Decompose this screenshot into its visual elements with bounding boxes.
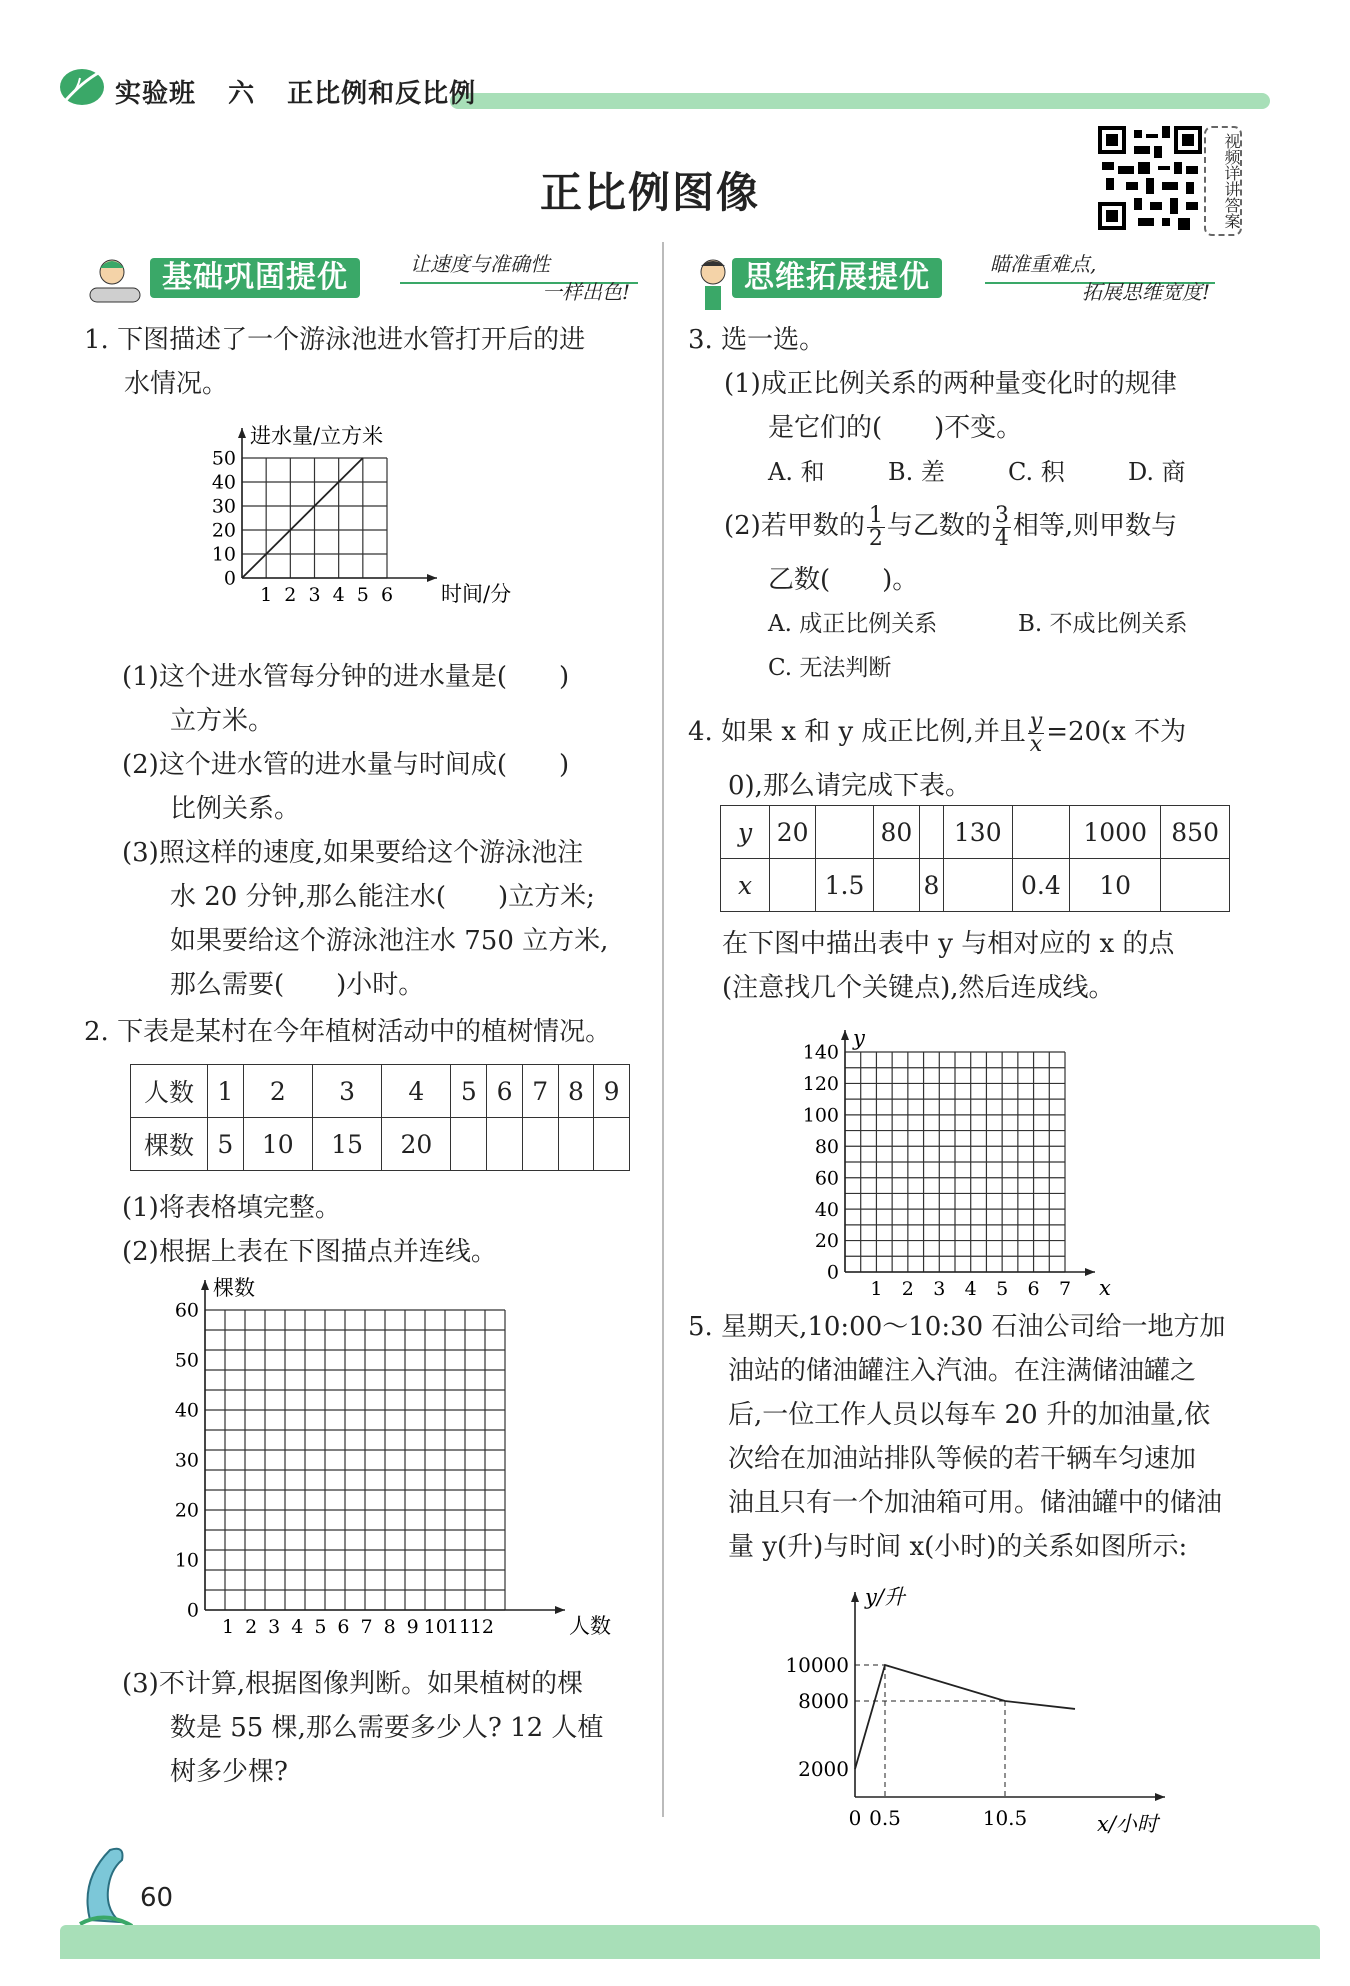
x-tick-label: 5 <box>356 584 369 606</box>
table-cell[interactable] <box>558 1118 594 1171</box>
frac-denominator: 2 <box>868 525 883 551</box>
y-tick-label: 100 <box>802 1104 839 1127</box>
table-cell[interactable] <box>487 1118 523 1171</box>
question-3 <box>688 318 1248 690</box>
y-axis-arrow <box>201 1280 209 1290</box>
header-bar <box>450 93 1270 109</box>
y-tick-label: 80 <box>814 1135 839 1158</box>
q3-option-b: B. 不成比例关系 <box>1018 611 1188 637</box>
x-tick-label: 1 <box>260 584 273 606</box>
x-tick-label: 2 <box>284 584 297 606</box>
x-tick-label: 1 <box>870 1278 883 1300</box>
x-tick-label: 0.5 <box>869 1806 901 1830</box>
question-1 <box>84 318 644 406</box>
q5-line1: 5. 星期天,10:00～10:30 石油公司给一地方加 <box>688 1312 1226 1342</box>
y-tick-label: 10 <box>211 543 236 566</box>
q2-part1: (1)将表格填完整。 <box>122 1193 341 1223</box>
x-tick-label: 11 <box>446 1616 471 1638</box>
fraction-half <box>867 502 885 551</box>
table-cell[interactable] <box>522 1118 558 1171</box>
series-line <box>855 1665 1075 1769</box>
q1-part3-line4: 那么需要( )小时。 <box>170 970 425 1000</box>
x-tick-label: 9 <box>406 1616 419 1638</box>
q5-line4: 次给在加油站排队等候的若干辆车匀速加 <box>728 1444 1197 1474</box>
y-axis-label: y/升 <box>865 1585 905 1609</box>
y-tick-label: 40 <box>814 1198 839 1221</box>
y-axis-arrow <box>841 1030 849 1040</box>
y-tick-label: 40 <box>174 1399 199 1422</box>
q5-line2: 油站的储油罐注入汽油。在注满储油罐之 <box>728 1356 1197 1386</box>
frac-numerator: y <box>1029 708 1043 734</box>
x-tick-label: 7 <box>1058 1278 1072 1300</box>
q3-part2-line2: 乙数( )。 <box>768 565 919 595</box>
q3-part1-line1: (1)成正比例关系的两种量变化时的规律 <box>724 369 1177 399</box>
table-cell: 5 <box>208 1118 244 1171</box>
x-tick-label: 4 <box>291 1616 304 1638</box>
y-axis-arrow <box>851 1592 859 1602</box>
table-cell: 4 <box>382 1065 451 1118</box>
y-tick-label: 50 <box>211 447 236 470</box>
x-tick-label: 6 <box>337 1616 350 1638</box>
y-tick-label: 8000 <box>798 1689 849 1713</box>
y-tick-label: 120 <box>802 1073 839 1096</box>
table-cell[interactable] <box>943 859 1012 912</box>
table-cell: 10 <box>243 1118 312 1171</box>
x-tick-label: 5 <box>996 1278 1009 1300</box>
q1-part3-line3: 如果要给这个游泳池注水 750 立方米, <box>170 926 609 956</box>
left-section-banner: 基础巩固提优 <box>150 258 360 298</box>
row-label: 人数 <box>131 1065 208 1118</box>
y-tick-label: 10 <box>174 1549 199 1572</box>
x-axis-label: x <box>1099 1276 1111 1300</box>
table-cell: 1 <box>208 1065 244 1118</box>
table-cell: 10 <box>1070 859 1161 912</box>
y-tick-label: 0 <box>826 1261 839 1284</box>
table-cell: 6 <box>487 1065 523 1118</box>
q5-line6: 量 y(升)与时间 x(小时)的关系如图所示: <box>728 1532 1188 1562</box>
table-cell[interactable] <box>1012 806 1070 859</box>
q2-part2: (2)根据上表在下图描点并连线。 <box>122 1237 497 1267</box>
q3-option-c: C. 无法判断 <box>768 655 892 681</box>
option-choice[interactable]: A. 和 <box>768 458 825 486</box>
x-tick-label: 12 <box>469 1616 495 1638</box>
y-tick-label: 30 <box>174 1449 199 1472</box>
q4-after <box>722 922 1252 1010</box>
q4-stem-pre: 4. 如果 x 和 y 成正比例,并且 <box>688 717 1026 747</box>
table-cell: 0.4 <box>1012 859 1070 912</box>
q3-options-2-row1 <box>688 602 1248 646</box>
q3-stem: 3. 选一选。 <box>688 325 826 355</box>
table-cell: 15 <box>312 1118 381 1171</box>
table-row-y <box>721 806 1230 859</box>
table-cell[interactable] <box>1161 859 1230 912</box>
left-slogan <box>410 250 630 306</box>
student-figure-icon <box>82 254 148 314</box>
q3-part2-line1 <box>688 494 1248 558</box>
x-tick-label: 4 <box>964 1278 977 1300</box>
xy-proportion-table <box>720 805 1230 912</box>
q1-part3-line1: (3)照这样的速度,如果要给这个游泳池注 <box>122 838 584 868</box>
q5-line5: 油且只有一个加油箱可用。储油罐中的储油 <box>728 1488 1223 1518</box>
row-label: x <box>721 859 770 912</box>
fraction-y-over-x <box>1028 708 1044 757</box>
q2-part3-line3: 树多少棵? <box>170 1757 288 1787</box>
table-cell: 20 <box>382 1118 451 1171</box>
y-tick-label: 40 <box>211 471 236 494</box>
table-cell: 8 <box>920 859 944 912</box>
x-tick-label: 7 <box>360 1616 373 1638</box>
x-tick-label: 8 <box>383 1616 396 1638</box>
q2-part3-line1: (3)不计算,根据图像判断。如果植树的棵 <box>122 1669 584 1699</box>
table-cell: 3 <box>312 1065 381 1118</box>
xy-plot-grid[interactable] <box>760 1012 1130 1302</box>
q4-stem-line1 <box>688 700 1248 764</box>
q3-part1-line2: 是它们的( )不变。 <box>768 413 1023 443</box>
table-cell: 1000 <box>1070 806 1161 859</box>
x-tick-label: 3 <box>933 1278 946 1300</box>
y-tick-label: 20 <box>174 1499 199 1522</box>
table-cell: 20 <box>770 806 816 859</box>
y-tick-label: 20 <box>814 1230 839 1253</box>
x-axis-arrow <box>1155 1793 1165 1801</box>
q4-stem-post: =20(x 不为 <box>1046 717 1187 747</box>
table-cell[interactable] <box>451 1118 487 1171</box>
q4-after-line2: (注意找几个关键点),然后连成线。 <box>722 973 1115 1003</box>
table-row-people <box>131 1065 630 1118</box>
q5-line3: 后,一位工作人员以每车 20 升的加油量,依 <box>728 1400 1211 1430</box>
right-slogan-line1: 瞄准重难点, <box>990 252 1097 276</box>
q1-part1-line2: 立方米。 <box>170 706 275 736</box>
row-label: 棵数 <box>131 1118 208 1171</box>
table-cell: 80 <box>873 806 919 859</box>
option-choice[interactable]: B. 差 <box>888 458 945 486</box>
y-tick-label: 50 <box>174 1349 199 1372</box>
table-row-x <box>721 859 1230 912</box>
q2-stem: 2. 下表是某村在今年植树活动中的植树情况。 <box>84 1017 612 1047</box>
y-tick-label: 10000 <box>785 1653 849 1677</box>
y-axis-label: 进水量/立方米 <box>250 424 384 449</box>
frac-denominator: x <box>1029 731 1043 757</box>
y-tick-label: 60 <box>174 1299 199 1322</box>
water-inflow-chart <box>200 408 560 648</box>
book-name: 实验班 <box>115 79 197 109</box>
q1-part2-line2: 比例关系。 <box>170 794 301 824</box>
right-slogan-line2: 拓展思维宽度! <box>1081 280 1210 304</box>
x-tick-label: 6 <box>380 584 394 606</box>
y-tick-label: 30 <box>211 495 236 518</box>
x-tick-label: 6 <box>1027 1278 1040 1300</box>
q3-part2-pre: (2)若甲数的 <box>724 511 865 541</box>
q1-stem-line2: 水情况。 <box>124 369 229 399</box>
unit-title: 正比例和反比例 <box>287 79 477 109</box>
x-tick-label: 2 <box>901 1278 914 1300</box>
leaf-logo-icon <box>58 66 106 108</box>
q3-part2-post: 相等,则甲数与 <box>1012 511 1178 541</box>
table-cell: 7 <box>522 1065 558 1118</box>
y-tick-label: 20 <box>211 519 236 542</box>
right-section-banner: 思维拓展提优 <box>732 258 942 298</box>
q4-after-line1: 在下图中描出表中 y 与相对应的 x 的点 <box>722 929 1175 959</box>
frac-numerator: 1 <box>868 502 883 528</box>
x-axis-arrow <box>427 574 437 582</box>
q1-stem-line1: 1. 下图描述了一个游泳池进水管打开后的进 <box>84 325 586 355</box>
x-axis-label: 时间/分 <box>441 582 512 606</box>
y-tick-label: 0 <box>186 1599 199 1622</box>
left-slogan-line2: 一样出色! <box>541 280 630 304</box>
x-tick-label: 5 <box>314 1616 327 1638</box>
table-cell[interactable] <box>920 806 944 859</box>
y-axis-label: 棵数 <box>213 1276 255 1301</box>
header-breadcrumb <box>115 73 498 110</box>
table-cell: 8 <box>558 1065 594 1118</box>
q4-stem-line2: 0),那么请完成下表。 <box>728 771 971 801</box>
q1-part1-line1: (1)这个进水管每分钟的进水量是( ) <box>122 662 570 692</box>
q1-parts <box>122 655 642 1007</box>
footer-bar <box>60 1925 1320 1959</box>
x-tick-label: 10 <box>423 1616 448 1638</box>
q3-options-1 <box>688 450 1248 494</box>
table-cell[interactable] <box>873 859 919 912</box>
x-tick-label: 4 <box>332 584 345 606</box>
option-choice[interactable]: D. 商 <box>1128 458 1186 486</box>
q2-parts-top <box>122 1186 642 1274</box>
x-axis-arrow <box>555 1606 565 1614</box>
right-slogan <box>990 250 1210 306</box>
x-tick-label: 3 <box>308 584 321 606</box>
q3-option-a: A. 成正比例关系 <box>768 611 938 637</box>
x-tick-label: 1 <box>222 1616 235 1638</box>
y-tick-label: 2000 <box>798 1757 849 1781</box>
table-cell[interactable] <box>770 859 816 912</box>
y-tick-label: 60 <box>814 1167 839 1190</box>
option-choice[interactable]: C. 积 <box>1008 458 1065 486</box>
frac-numerator: 3 <box>994 502 1009 528</box>
q2-part3-line2: 数是 55 棵,那么需要多少人? 12 人植 <box>170 1713 604 1743</box>
y-tick-label: 0 <box>223 567 236 590</box>
q2-parts-bottom <box>122 1662 652 1794</box>
table-cell[interactable] <box>594 1118 630 1171</box>
series-line <box>242 458 363 578</box>
tree-planting-table <box>130 1064 630 1171</box>
unit-number: 六 <box>228 79 256 109</box>
page-title: 正比例图像 <box>540 168 761 217</box>
x-axis-label: 人数 <box>569 1614 611 1638</box>
table-cell: 850 <box>1161 806 1230 859</box>
question-5 <box>688 1305 1248 1569</box>
table-cell: 1.5 <box>816 859 874 912</box>
oil-tank-chart <box>770 1562 1190 1836</box>
y-axis-label: y <box>853 1026 865 1051</box>
x-axis-arrow <box>1085 1268 1095 1276</box>
x-tick-label: 10.5 <box>982 1806 1028 1830</box>
y-axis-arrow <box>238 428 246 438</box>
qr-label: 视频详讲答案 <box>1204 126 1242 236</box>
q1-part2-line1: (2)这个进水管的进水量与时间成( ) <box>122 750 570 780</box>
q1-part3-line2: 水 20 分钟,那么能注水( )立方米; <box>170 882 595 912</box>
table-row-trees <box>131 1118 630 1171</box>
table-cell: 130 <box>943 806 1012 859</box>
y-tick-label: 140 <box>802 1041 839 1064</box>
x-tick-label: 2 <box>245 1616 258 1638</box>
x-axis-label: x/小时 <box>1097 1812 1158 1836</box>
column-divider <box>662 242 664 1817</box>
frac-denominator: 4 <box>994 525 1009 551</box>
table-cell: 2 <box>243 1065 312 1118</box>
row-label: y <box>721 806 770 859</box>
table-cell: 5 <box>451 1065 487 1118</box>
fraction-three-quarters <box>993 502 1011 551</box>
q3-part2-mid: 与乙数的 <box>886 511 991 541</box>
question-4 <box>688 700 1248 808</box>
tree-planting-grid[interactable] <box>160 1270 611 1650</box>
table-cell[interactable] <box>816 806 874 859</box>
page-number: 60 <box>140 1883 174 1913</box>
x-tick-label: 0 <box>848 1806 862 1830</box>
left-slogan-line1: 让速度与准确性 <box>410 252 550 276</box>
x-tick-label: 3 <box>268 1616 281 1638</box>
table-cell: 9 <box>594 1065 630 1118</box>
qr-code-icon[interactable] <box>1098 126 1202 230</box>
dolphin-mascot-icon <box>70 1840 140 1930</box>
